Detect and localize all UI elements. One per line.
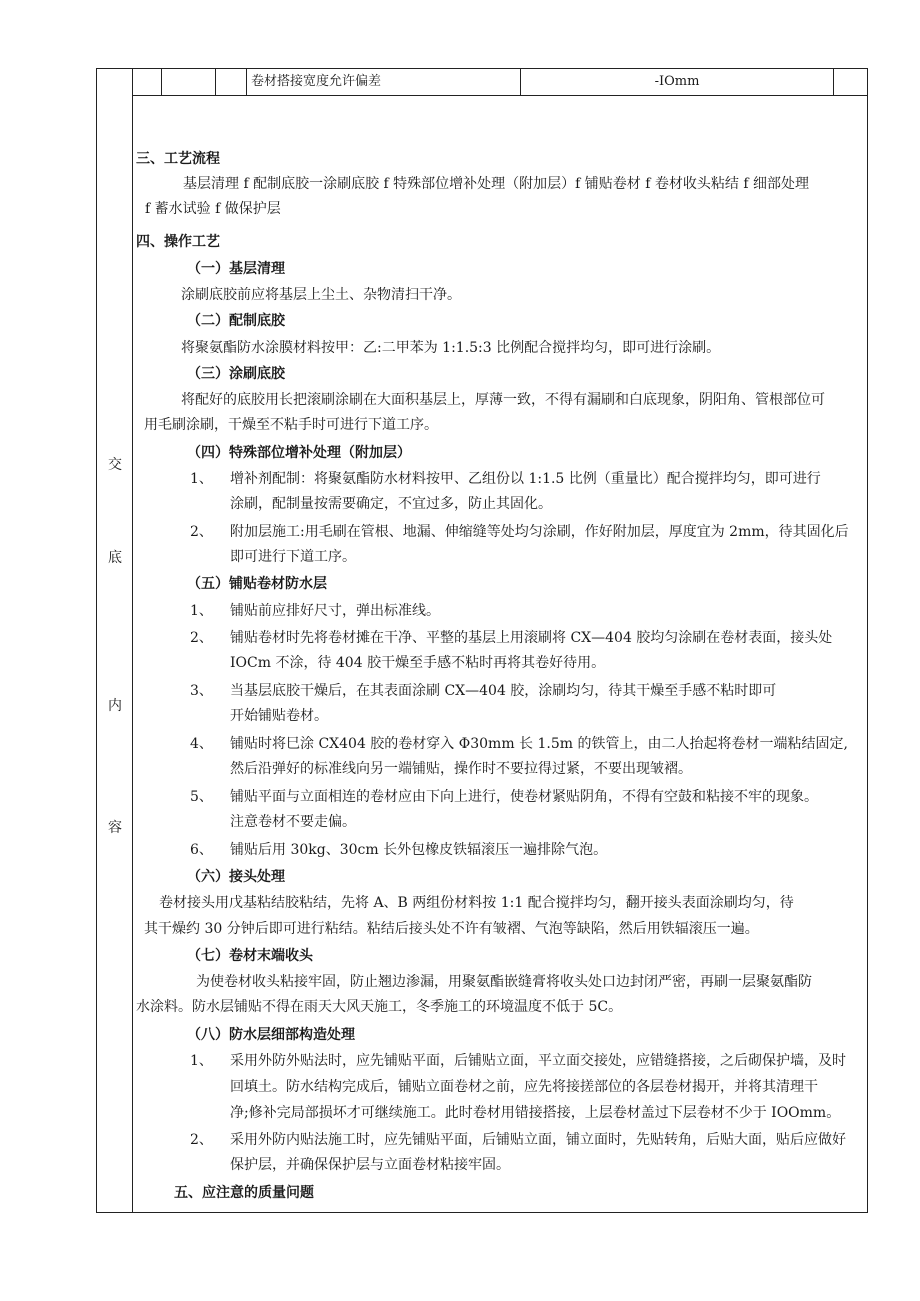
paragraph-text: 水涂料。防水层铺贴不得在雨天大风天施工，冬季施工的环境温度不低于 5C。 [136,999,623,1015]
item-text: 即可进行下道工序。 [230,549,356,565]
item-text: 铺贴前应排好尺寸，弹出标准线。 [230,603,440,619]
table-cell [133,69,162,95]
item-text: IOCm 不涂，待 404 胶干燥至手感不粘时再将其卷好待用。 [230,655,606,671]
side-label-column [97,69,133,1212]
item-number: 2、 [190,630,213,646]
item-number: 2、 [190,524,213,540]
paragraph-text: 为使卷材收头粘接牢固，防止翘边渗漏，用聚氨酯嵌缝膏将收头处口边封闭严密，再刷一层聚氨酯防 [196,974,812,990]
flow-text: 基层清理 f 配制底胶一涂刷底胶 f 特殊部位增补处理（附加层）f 铺贴卷材 f 卷材收头粘结 f 细部处理 [183,176,809,192]
item-text: 铺贴平面与立面相连的卷材应由下向上进行，使卷材紧贴阴角，不得有空鼓和粘接不牢的现象。 [230,789,818,805]
paragraph-text: 卷材接头用戊基粘结胶粘结，先将 A、B 两组份材料按 1:1 配合搅拌均匀，翻开接头表面涂刷均匀，待 [159,895,794,911]
subsection-title: （八）防水层细部构造处理 [187,1027,355,1043]
subsection-title: （三）涂刷底胶 [187,366,285,382]
item-text: 净;修补完局部损坏才可继续施工。此时卷材用错接搭接，上层卷材盖过下层卷材不少于 IOOmm。 [230,1105,841,1121]
paragraph-text: 其干燥约 30 分钟后即可进行粘结。粘结后接头处不许有皱褶、气泡等缺陷，然后用铁辐滚压一遍。 [144,921,759,937]
item-text: 回填土。防水结构完成后，铺贴立面卷材之前，应先将接搓部位的各层卷材揭开，并将其清理干 [230,1079,818,1095]
table-cell [216,69,247,95]
subsection-title: （七）卷材末端收头 [187,948,313,964]
item-number: 5、 [190,789,213,805]
document-table [96,68,868,1213]
side-label-char: 内 [108,698,122,714]
flow-text: f 蓄水试验 f 做保护层 [145,201,281,217]
item-text: 增补剂配制：将聚氨酯防水材料按甲、乙组份以 1:1.5 比例（重量比）配合搅拌均匀，即可进行 [230,471,821,487]
item-text: 涂刷，配制量按需要确定，不宜过多，防止其固化。 [230,496,552,512]
item-text: 附加层施工:用毛刷在管根、地漏、伸缩缝等处均匀涂刷，作好附加层，厚度宜为 2mm，待其固化后 [230,524,849,540]
paragraph-text: 将聚氨酯防水涂膜材料按甲：乙:二甲苯为 1:1.5:3 比例配合搅拌均匀，即可进行涂刷。 [181,340,721,356]
item-text: 铺贴卷材时先将卷材摊在干净、平整的基层上用滚刷将 CX—404 胶均匀涂刷在卷材表面，接头处 [230,630,833,646]
content-area [134,96,867,1212]
side-label-char: 底 [108,550,122,566]
tolerance-row [133,69,867,96]
item-text: 铺贴时将巳涂 CX404 胶的卷材穿入 Φ30mm 长 1.5m 的铁管上，由二人抬起将卷材一端粘结固定, [230,736,848,752]
item-number: 4、 [190,736,213,752]
item-text: 开始铺贴卷材。 [230,708,328,724]
subsection-title: （二）配制底胶 [187,313,285,329]
item-text: 当基层底胶干燥后，在其表面涂刷 CX—404 胶，涂刷均匀，待其干燥至手感不粘时即可 [230,683,777,699]
paragraph-text: 将配好的底胶用长把滚刷涂刷在大面积基层上，厚薄一致，不得有漏刷和白底现象，阴阳角、管根部位可 [181,392,825,408]
side-label-char: 交 [108,457,122,473]
item-number: 6、 [190,842,213,858]
subsection-title: （五）铺贴卷材防水层 [187,576,327,592]
section-title: 五、应注意的质量问题 [174,1185,314,1201]
paragraph-text: 涂刷底胶前应将基层上尘土、杂物清扫干净。 [181,287,461,303]
tolerance-item: 卷材搭接宽度允许偏差 [247,69,521,95]
subsection-title: （六）接头处理 [187,869,285,885]
subsection-title: （四）特殊部位增补处理（附加层） [187,445,411,461]
item-text: 铺贴后用 30kg、30cm 长外包橡皮铁辐滚压一遍排除气泡。 [230,842,608,858]
section-title: 三、工艺流程 [136,151,220,167]
item-text: 采用外防内贴法施工时，应先铺贴平面，后铺贴立面，铺立面时，先贴转角，后贴大面，贴后应做好 [230,1132,846,1148]
side-label-char: 容 [108,820,122,836]
item-text: 保护层，并确保保护层与立面卷材粘接牢固。 [230,1157,510,1173]
item-number: 1、 [190,603,213,619]
item-number: 3、 [190,683,213,699]
tolerance-value: -IOmm [521,69,834,95]
item-number: 1、 [190,1053,213,1069]
table-cell [162,69,216,95]
item-number: 2、 [190,1132,213,1148]
item-text: 注意卷材不要走偏。 [230,814,356,830]
section-title: 四、操作工艺 [136,234,220,250]
paragraph-text: 用毛刷涂刷，干燥至不粘手时可进行下道工序。 [144,417,438,433]
subsection-title: （一）基层清理 [187,261,285,277]
item-text: 然后沿弹好的标准线向另一端铺贴，操作时不要拉得过紧，不要出现皱褶。 [230,761,692,777]
item-text: 采用外防外贴法时，应先铺贴平面，后铺贴立面，平立面交接处，应错缝搭接，之后砌保护墙，及时 [230,1053,846,1069]
item-number: 1、 [190,471,213,487]
